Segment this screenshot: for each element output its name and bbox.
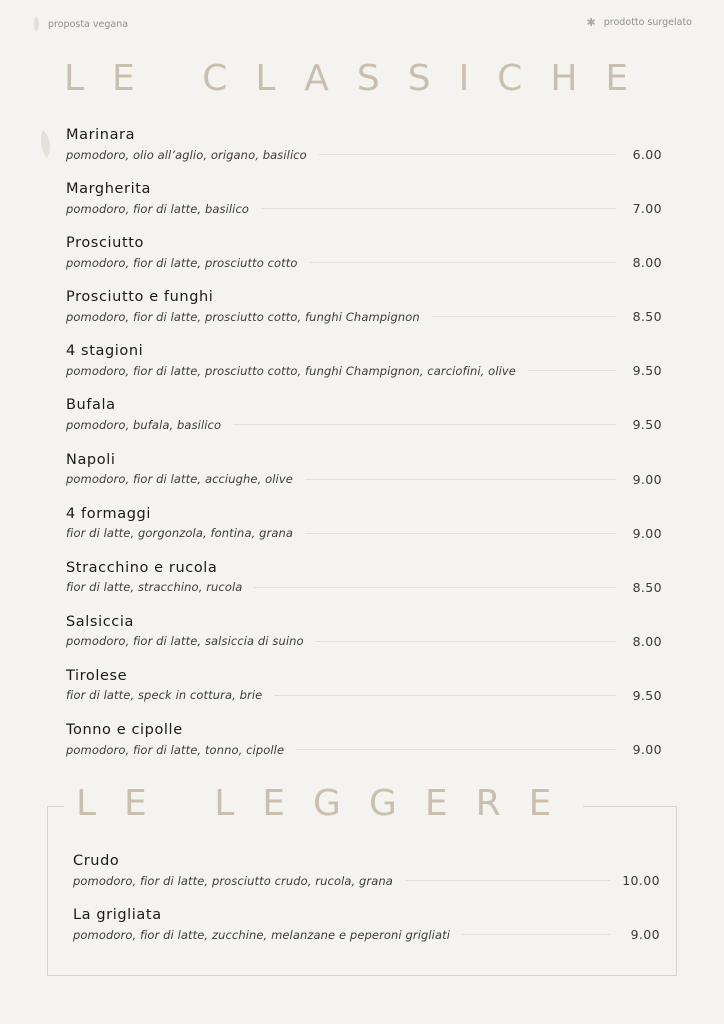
item-price: 9.50 — [632, 687, 662, 703]
item-price: 10.00 — [622, 873, 660, 888]
legend-frozen — [587, 16, 692, 29]
item-description: pomodoro, fior di latte, salsiccia di suino — [66, 634, 304, 649]
item-price: 8.00 — [632, 633, 662, 649]
item-description: pomodoro, olio all’aglio, origano, basilico — [66, 147, 307, 162]
item-name: Stracchino e rucola — [66, 559, 218, 576]
menu-item — [66, 178, 662, 232]
item-name: La grigliata — [73, 907, 162, 924]
item-price: 8.00 — [632, 255, 662, 271]
item-name: Napoli — [66, 451, 116, 468]
dotted-leader — [274, 695, 616, 696]
item-name: 4 formaggi — [66, 505, 151, 522]
item-name: Crudo — [73, 853, 120, 869]
dotted-leader — [319, 154, 616, 155]
frozen-label: prodotto surgelato — [603, 17, 692, 28]
item-detail-row — [66, 742, 662, 757]
item-name: Salsiccia — [66, 613, 134, 630]
dotted-leader — [296, 749, 616, 750]
item-detail-row — [66, 580, 662, 595]
menu-item — [73, 904, 660, 958]
item-detail-row — [66, 309, 662, 324]
dotted-leader — [528, 370, 616, 371]
item-price: 9.00 — [632, 525, 662, 541]
section-title-leggere: LE LEGGERE — [64, 783, 583, 824]
item-name: Bufala — [66, 397, 116, 414]
item-price: 9.50 — [632, 363, 662, 379]
menu-item — [66, 557, 662, 611]
item-detail-row — [66, 255, 662, 270]
item-description: pomodoro, fior di latte, zucchine, melanzane e peperoni grigliati — [73, 927, 451, 942]
leaf-icon — [32, 16, 40, 32]
item-price: 8.50 — [632, 309, 662, 325]
item-description: fior di latte, gorgonzola, fontina, grana — [66, 526, 294, 541]
item-description: pomodoro, bufala, basilico — [66, 417, 222, 432]
item-detail-row — [66, 688, 662, 703]
item-description: pomodoro, fior di latte, basilico — [66, 201, 250, 216]
dotted-leader — [305, 533, 616, 534]
item-name: Tirolese — [66, 667, 128, 684]
item-price: 9.00 — [632, 742, 662, 758]
dotted-leader — [432, 316, 616, 317]
menu-item — [66, 611, 662, 665]
menu-item — [66, 503, 662, 557]
menu-item — [66, 124, 662, 178]
dotted-leader — [254, 587, 616, 588]
item-price: 9.50 — [632, 417, 662, 433]
menu-item — [66, 286, 662, 340]
item-detail-row — [66, 526, 662, 541]
asterisk-icon: ✱ — [586, 16, 596, 29]
dotted-leader — [310, 262, 616, 263]
item-detail-row — [66, 201, 662, 216]
menu-list-leggere — [73, 850, 660, 958]
vegan-leaf-icon — [40, 130, 51, 158]
item-detail-row — [66, 147, 662, 162]
item-description: fior di latte, speck in cottura, brie — [66, 688, 263, 703]
item-price: 7.00 — [632, 201, 662, 217]
legend-vegan — [32, 16, 128, 32]
menu-item — [66, 232, 662, 286]
item-price: 9.00 — [632, 471, 662, 487]
item-detail-row — [66, 363, 662, 378]
item-description: pomodoro, fior di latte, prosciutto cotto — [66, 255, 298, 270]
item-description: pomodoro, fior di latte, acciughe, olive — [66, 472, 293, 487]
item-price: 6.00 — [632, 147, 662, 162]
item-detail-row — [66, 417, 662, 432]
item-price: 9.00 — [630, 927, 660, 943]
menu-item — [66, 394, 662, 448]
menu-item — [66, 340, 662, 394]
item-name: Tonno e cipolle — [66, 722, 183, 739]
item-description: pomodoro, fior di latte, prosciutto cotto, funghi Champignon, carciofini, olive — [66, 363, 516, 378]
section-title-classiche: LE CLASSICHE — [64, 58, 657, 99]
item-description: pomodoro, fior di latte, tonno, cipolle — [66, 742, 285, 757]
menu-list-classiche — [66, 124, 662, 773]
item-detail-row — [66, 472, 662, 487]
dotted-leader — [261, 208, 616, 209]
item-detail-row — [73, 873, 660, 888]
dotted-leader — [462, 934, 610, 935]
item-description: fior di latte, stracchino, rucola — [66, 580, 243, 595]
menu-item — [66, 665, 662, 719]
dotted-leader — [405, 880, 610, 881]
item-name: 4 stagioni — [66, 343, 144, 360]
menu-item — [66, 449, 662, 503]
item-detail-row — [66, 634, 662, 649]
item-description: pomodoro, fior di latte, prosciutto cotto, funghi Champignon — [66, 309, 420, 324]
vegan-label: proposta vegana — [48, 18, 129, 30]
item-name: Prosciutto e funghi — [66, 289, 214, 306]
menu-item — [66, 719, 662, 773]
dotted-leader — [316, 641, 616, 642]
item-description: pomodoro, fior di latte, prosciutto crudo, rucola, grana — [73, 873, 393, 888]
item-price: 8.50 — [632, 579, 662, 595]
item-name: Marinara — [66, 127, 136, 143]
item-name: Prosciutto — [66, 235, 144, 252]
item-detail-row — [73, 927, 660, 942]
item-name: Margherita — [66, 181, 151, 198]
menu-item — [73, 850, 660, 904]
dotted-leader — [305, 479, 616, 480]
dotted-leader — [233, 424, 616, 425]
